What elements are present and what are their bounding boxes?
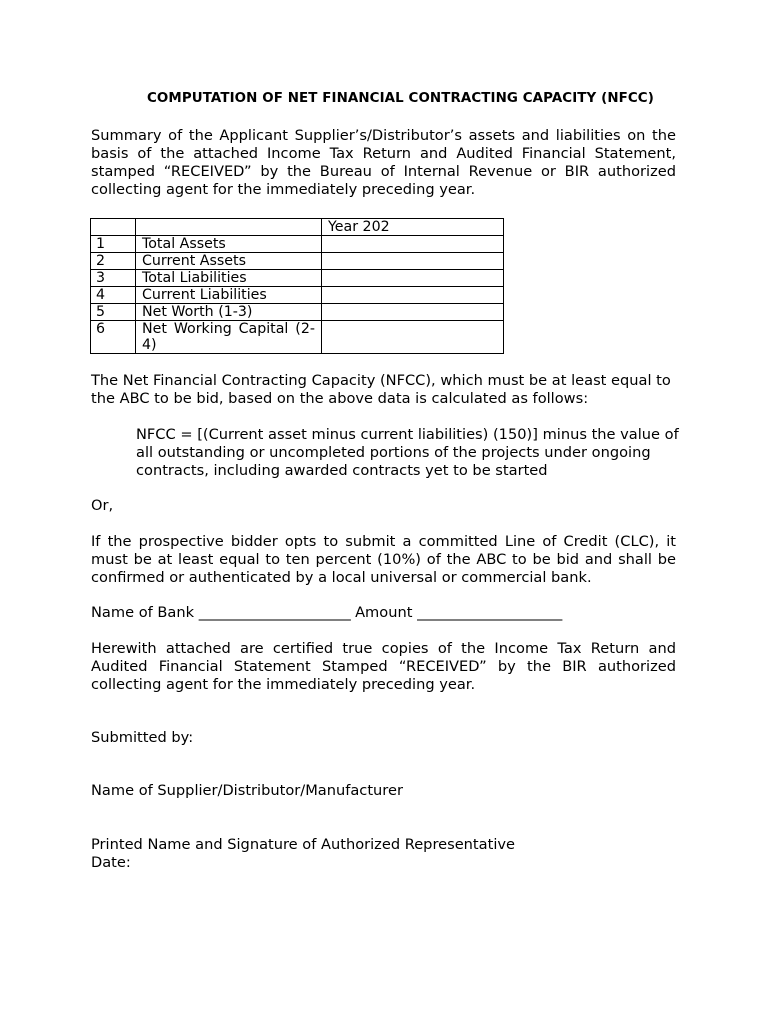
row-number: 4 <box>91 287 136 304</box>
row-number: 6 <box>91 321 136 354</box>
document-title: COMPUTATION OF NET FINANCIAL CONTRACTING CAPACITY (NFCC) <box>147 91 654 106</box>
table-header-row <box>91 219 504 236</box>
row-label: Total Liabilities <box>136 270 322 287</box>
row-value <box>322 236 504 253</box>
table-row <box>91 321 504 354</box>
bank-line <box>91 604 562 622</box>
table-row <box>91 304 504 321</box>
bank-name-blank[interactable]: ______________________ <box>198 604 351 621</box>
year-header: Year 202 <box>322 219 504 236</box>
nfcc-intro-paragraph: The Net Financial Contracting Capacity (NFCC), which must be at least equal to the ABC to be bid, based on the above data is calculated as follows: <box>91 372 671 407</box>
row-number: 2 <box>91 253 136 270</box>
summary-paragraph: Summary of the Applicant Supplier’s/Distributor’s assets and liabilities on the basis of the attached Income Tax Return and Audited Financial Statement, stamped “RECEIVED” by the Bureau of Internal Revenue or BIR authorized collecting agent for the immediately preceding year. <box>91 127 676 198</box>
printed-name-label: Printed Name and Signature of Authorized Representative <box>91 836 515 853</box>
table-row <box>91 287 504 304</box>
row-label: Net Worth (1-3) <box>136 304 322 321</box>
bank-label: Name of Bank <box>91 604 195 621</box>
table-row <box>91 236 504 253</box>
table-row <box>91 253 504 270</box>
row-number: 1 <box>91 236 136 253</box>
amount-label: Amount <box>355 604 413 621</box>
supplier-name-label: Name of Supplier/Distributor/Manufacturer <box>91 782 403 799</box>
or-text: Or, <box>91 497 114 514</box>
row-value <box>322 270 504 287</box>
submitted-by-label: Submitted by: <box>91 729 194 746</box>
date-label: Date: <box>91 854 131 871</box>
nfcc-formula: NFCC = [(Current asset minus current liabilities) (150)] minus the value of all outstanding or uncompleted portions of the projects under ongoing contracts, including awarded contracts yet to be started <box>136 426 679 479</box>
table-cell <box>91 219 136 236</box>
amount-blank[interactable]: _____________________ <box>417 604 562 621</box>
row-number: 3 <box>91 270 136 287</box>
row-label: Current Liabilities <box>136 287 322 304</box>
table-row <box>91 270 504 287</box>
row-value <box>322 321 504 354</box>
table-cell <box>136 219 322 236</box>
row-value <box>322 287 504 304</box>
row-label: Total Assets <box>136 236 322 253</box>
row-number: 5 <box>91 304 136 321</box>
attached-paragraph: Herewith attached are certified true copies of the Income Tax Return and Audited Financial Statement Stamped “RECEIVED” by the BIR authorized collecting agent for the immediately preceding year. <box>91 640 676 693</box>
row-label: Current Assets <box>136 253 322 270</box>
clc-paragraph: If the prospective bidder opts to submit a committed Line of Credit (CLC), it must be at least equal to ten percent (10%) of the ABC to be bid and shall be confirmed or authenticated by a local universal or commercial bank. <box>91 533 676 586</box>
financial-table <box>90 218 504 354</box>
row-label: Net Working Capital (2-4) <box>136 321 322 354</box>
row-value <box>322 304 504 321</box>
row-value <box>322 253 504 270</box>
